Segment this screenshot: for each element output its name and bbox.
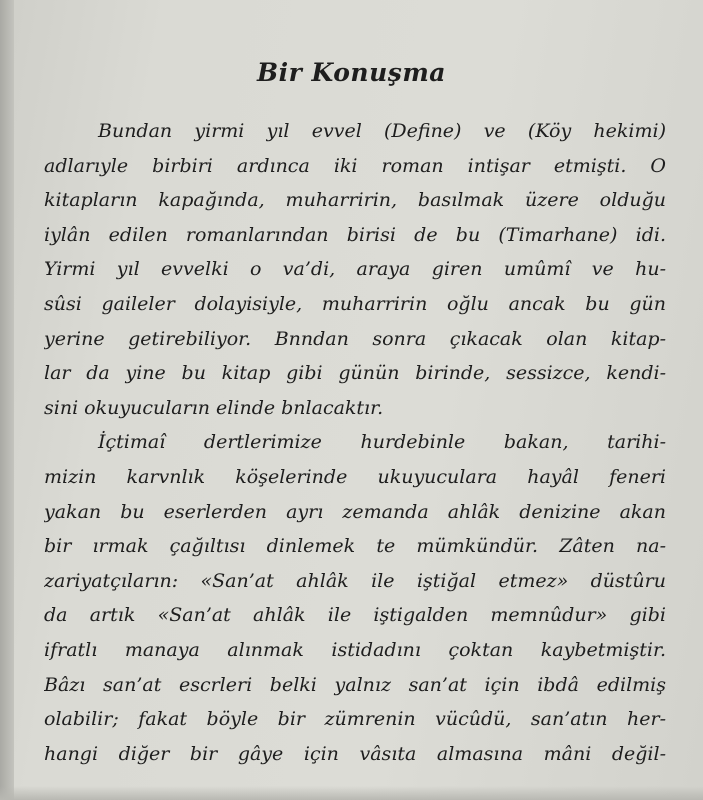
text-line: sûsi gaileler dolayisiyle, muharririn oğlu ancak bu gün	[44, 292, 666, 315]
text-line: kitapların kapağında, muharririn, basılmak üzere olduğu	[44, 189, 666, 212]
page-edge-shadow	[0, 0, 14, 800]
text-line: yerine getirebiliyor. Bnndan sonra çıkacak olan kitap-	[44, 327, 666, 350]
text-line: ifratlı manaya alınmak istidadını çoktan kaybetmiştir.	[44, 638, 666, 661]
text-line: zariyatçıların: «San’at ahlâk ile iştiğal etmez» düstûru	[44, 569, 666, 592]
text-line: da artık «San’at ahlâk ile iştigalden memnûdur» gibi	[44, 604, 666, 627]
text-line: mizin karvnlık köşelerinde ukuyuculara hayâl feneri	[44, 465, 666, 488]
text-line: lar da yine bu kitap gibi günün birinde, sessizce, kendi-	[44, 362, 666, 385]
text-line: yakan bu eserlerden ayrı zemanda ahlâk denizine akan	[44, 500, 666, 523]
text-line: bir ırmak çağıltısı dinlemek te mümkündür. Zâten na-	[44, 535, 666, 558]
text-line: Yirmi yıl evvelki o va’di, araya giren umûmî ve hu-	[44, 258, 666, 281]
page-title: Bir Konuşma	[257, 58, 446, 87]
text-line: hangi diğer bir gâye için vâsıta almasına mâni değil-	[44, 742, 666, 765]
page-bottom-shadow	[0, 786, 703, 800]
text-line: Bundan yirmi yıl evvel (Define) ve (Köy hekimi)	[98, 120, 666, 142]
text-line: Bâzı san’at escrleri belki yalnız san’at için ibdâ edilmiş	[44, 673, 666, 696]
text-line: olabilir; fakat böyle bir zümrenin vücûdü, san’atın her-	[44, 708, 666, 731]
text-line: adlarıyle birbiri ardınca iki roman intişar etmişti. O	[44, 154, 666, 177]
text-line: İçtimaî dertlerimize hurdebinle bakan, tarihi-	[98, 431, 666, 454]
body-text	[44, 114, 666, 771]
text-line: sini okuyucuların elinde bnlacaktır.	[44, 396, 384, 419]
text-line: iylân edilen romanlarından birisi de bu (Timarhane) idi.	[44, 223, 666, 246]
